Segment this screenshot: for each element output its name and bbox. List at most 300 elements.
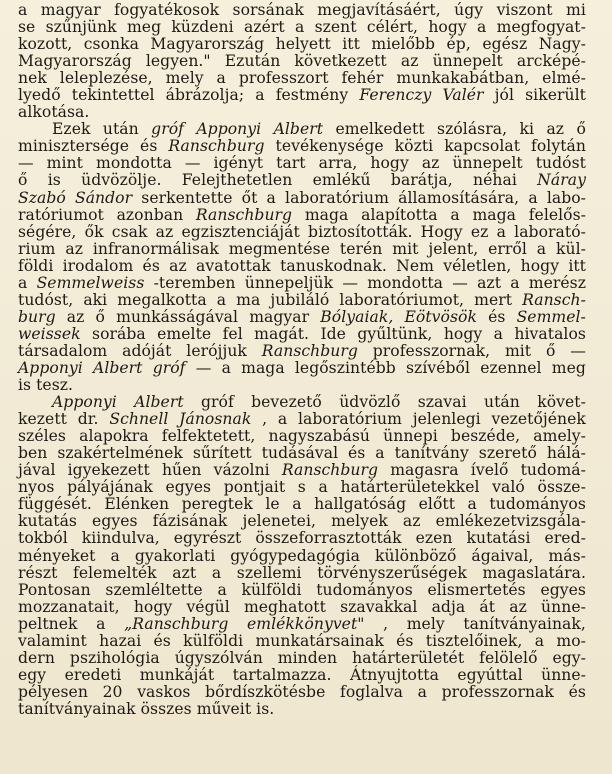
word: is.	[256, 699, 275, 718]
italic-word: Bólyaiak,	[320, 307, 394, 326]
word: összes	[140, 699, 192, 718]
word: a	[493, 324, 504, 343]
word: és	[153, 631, 171, 650]
word: felemelték	[73, 563, 157, 582]
word: serkentette	[141, 188, 233, 207]
word: mozzanatait,	[18, 597, 120, 616]
word: az	[421, 154, 440, 173]
word: amely-	[533, 427, 586, 446]
word: összeforrasztották	[255, 529, 402, 548]
word: államosítására,	[398, 188, 520, 207]
word: erről	[488, 239, 527, 258]
word: helyett	[275, 35, 331, 54]
word: emlékű	[312, 171, 371, 190]
word: különböző	[375, 546, 457, 565]
word: ez	[470, 222, 489, 241]
word: és	[488, 307, 506, 326]
word: terén	[339, 239, 383, 258]
word: a	[467, 495, 477, 514]
word: következett	[294, 52, 387, 71]
word: az	[400, 52, 419, 71]
text-line	[18, 428, 586, 445]
word: külföldi	[241, 580, 302, 599]
text-line	[18, 241, 586, 258]
text-line	[18, 343, 586, 360]
text-line	[18, 411, 586, 428]
word: és	[140, 137, 158, 156]
italic-word: gróf	[152, 358, 186, 377]
text-line	[18, 360, 586, 377]
text-line	[18, 190, 586, 207]
text-line	[18, 326, 586, 343]
word: ünne-	[541, 665, 586, 684]
word: magát.	[254, 324, 310, 343]
text-line	[18, 684, 586, 701]
text-line	[18, 496, 586, 513]
italic-word: Apponyi	[52, 393, 117, 412]
word: leleplezése,	[59, 69, 153, 88]
text-line	[18, 513, 586, 530]
word: is	[47, 171, 61, 190]
word: ményeket	[18, 546, 96, 565]
word: laboratórium	[298, 410, 402, 429]
word: felölelő	[479, 648, 538, 667]
italic-word: Albert	[93, 358, 143, 377]
word: más-	[548, 546, 586, 565]
word: a	[417, 682, 427, 701]
word: tudományos	[489, 495, 586, 514]
word: az	[65, 239, 83, 258]
word: laboratórium	[285, 188, 389, 207]
word: igényt	[213, 154, 264, 173]
word: szellemi	[236, 563, 302, 582]
word: ki	[519, 120, 535, 139]
word: itt	[568, 256, 586, 275]
word: Magyarország	[150, 35, 265, 54]
word: tudásával	[261, 444, 339, 463]
word: barátja,	[390, 171, 453, 190]
word: peregtek	[181, 495, 253, 514]
word: mondotta	[367, 273, 444, 292]
word: mo-	[556, 631, 586, 650]
word: a	[217, 580, 227, 599]
word: Ezután	[224, 52, 281, 71]
text-line	[18, 309, 586, 326]
text-line	[18, 565, 586, 582]
word: után	[102, 120, 139, 139]
word: aki	[83, 290, 108, 309]
word: magyar	[249, 307, 310, 326]
word: sorsának	[232, 1, 304, 19]
word: sorába	[92, 324, 146, 343]
word: törvényszerűségek	[317, 563, 467, 582]
word: Ide	[320, 324, 346, 343]
italic-word: Jánosnak	[179, 410, 252, 429]
word: és	[568, 682, 586, 701]
word: ben	[18, 444, 48, 463]
word: tart	[276, 154, 306, 173]
word: minden	[277, 648, 338, 667]
italic-word: Eötvösök	[404, 307, 477, 326]
word: szent	[314, 18, 357, 37]
word: kiindulva,	[81, 529, 160, 548]
word: professzort	[238, 69, 329, 88]
text-line	[18, 462, 586, 479]
word: nek	[18, 69, 47, 88]
word: a	[216, 69, 226, 88]
word: szívéből	[406, 358, 471, 377]
word: határterületét	[352, 648, 465, 667]
word: a	[110, 546, 120, 565]
word: fogyatékosok	[114, 1, 220, 19]
word: ünnepi	[383, 427, 438, 446]
word: infranormálisak	[92, 239, 219, 258]
word: szemléltette	[105, 580, 203, 599]
text-line	[18, 172, 586, 189]
word: kapcsolat	[444, 137, 521, 156]
word: megfogyat-	[496, 18, 586, 37]
word: biztosították.	[308, 222, 413, 241]
word: jelenlegi	[412, 410, 481, 429]
word: magyar	[40, 1, 101, 19]
word: a	[375, 444, 385, 463]
word: tevékenysége	[275, 137, 384, 156]
word: határterületekkel	[340, 478, 480, 497]
italic-word: Ranschburg	[195, 205, 293, 224]
word: foglalva	[340, 682, 403, 701]
word: —	[570, 341, 586, 360]
word: őt	[241, 188, 258, 207]
word: laboratóriumot,	[339, 290, 465, 309]
word: pélyesen	[18, 682, 88, 701]
italic-word: Ranschburg	[261, 341, 358, 360]
word: adóját	[122, 341, 172, 360]
word: az	[546, 120, 565, 139]
word: tanítvány	[394, 444, 469, 463]
word: tanítványainak,	[463, 614, 586, 633]
word: azt	[477, 273, 502, 292]
italic-word: Náray	[537, 171, 586, 190]
word: kozott,	[18, 35, 73, 54]
word: a	[255, 86, 265, 105]
word: tanuskodnak.	[280, 256, 387, 275]
word: le	[265, 495, 280, 514]
word: tudományos	[316, 580, 413, 599]
italic-word: Semmelweiss	[36, 273, 145, 292]
word: kutatási	[466, 529, 531, 548]
word: felfektetett,	[161, 427, 256, 446]
word: Hogy	[420, 222, 463, 241]
word: alapokra	[79, 427, 149, 446]
word: mely	[406, 614, 445, 633]
word: magaslatára.	[482, 563, 586, 582]
text-line	[18, 530, 586, 547]
word: kutatás	[18, 512, 77, 531]
word: egyrészt	[173, 529, 242, 548]
word: Élénken	[104, 495, 170, 514]
word: lyedő	[18, 86, 61, 105]
word: ünne-	[541, 597, 586, 616]
word: mielőbb	[371, 35, 436, 54]
text-line	[18, 70, 586, 87]
word: emlékezetvizsgála-	[435, 512, 586, 531]
text-line	[18, 53, 586, 70]
word: arra,	[318, 154, 358, 173]
word: alapította	[361, 205, 438, 224]
word: —	[18, 154, 34, 173]
word: —	[452, 273, 468, 292]
word: az	[169, 256, 187, 275]
word: fázisának	[152, 512, 228, 531]
word: bőrdíszkötésbe	[205, 682, 326, 701]
word: a	[534, 631, 545, 650]
word: elmé-	[542, 69, 586, 88]
word: pontjait	[223, 478, 286, 497]
word: tudóst	[535, 154, 586, 173]
italic-word: gróf	[151, 120, 184, 139]
word: tesz.	[36, 376, 74, 395]
word: maga	[304, 205, 349, 224]
word: egyes	[165, 478, 212, 497]
word: ,	[383, 614, 389, 633]
text-line	[18, 207, 586, 224]
word: tekintettel	[71, 86, 155, 105]
word: ünnepeljük	[244, 273, 334, 292]
word: hogy	[428, 18, 467, 37]
word: a	[221, 358, 231, 377]
word: merész	[528, 273, 586, 292]
word: sűrített	[192, 444, 252, 463]
word: folytán	[531, 137, 586, 156]
word: való	[492, 478, 525, 497]
word: szakértelmének	[57, 444, 183, 463]
word: végül	[186, 597, 230, 616]
word: laborató-	[514, 222, 586, 241]
word: ő	[95, 307, 105, 326]
word: labo-	[546, 188, 586, 207]
text-line	[18, 2, 586, 19]
italic-word: Semmel-	[516, 307, 586, 326]
word: ünnepelt	[432, 52, 503, 71]
word: melyek	[331, 512, 388, 531]
word: pályájának	[67, 478, 153, 497]
word: hivatalos	[514, 324, 586, 343]
text-line	[18, 275, 586, 292]
text-line	[18, 599, 586, 616]
word: —	[195, 358, 212, 377]
word: adja	[431, 597, 466, 616]
italic-word: weissek	[18, 324, 81, 343]
word: szűnjünk	[45, 18, 117, 37]
word: egyes	[540, 580, 586, 599]
word: a	[528, 188, 538, 207]
word: ágaival,	[471, 546, 534, 565]
word: ,	[262, 410, 268, 429]
italic-word: emlékkönyvet"	[247, 614, 365, 633]
italic-word: Szabó	[18, 188, 66, 207]
word: a	[211, 563, 222, 582]
italic-word: Albert	[134, 393, 184, 412]
word: előtt	[418, 495, 456, 514]
word: kezett	[18, 410, 67, 429]
word: se	[18, 18, 36, 37]
word: emelkedett	[335, 120, 425, 139]
word: tanítványainak	[18, 699, 136, 718]
word: közti	[394, 137, 434, 156]
word: igyekezett	[67, 461, 150, 480]
word: a	[18, 273, 28, 292]
word: ezennel	[480, 358, 542, 377]
word: Nagy-	[538, 35, 586, 54]
word: tokból	[18, 529, 68, 548]
word: ábrázolja;	[165, 86, 245, 105]
word: festmény	[275, 86, 349, 105]
word: emelte	[157, 324, 212, 343]
word: valamint	[18, 631, 87, 650]
word: elismertetés	[427, 580, 526, 599]
word: legőszintébb	[294, 358, 396, 377]
word: célért,	[366, 18, 419, 37]
italic-word: Schnell	[109, 410, 169, 429]
word: azért	[243, 18, 285, 37]
text-line	[18, 138, 586, 155]
word: megjavításáért,	[317, 1, 441, 19]
word: nyos	[18, 478, 55, 497]
word: az	[402, 512, 421, 531]
word: hazai	[99, 631, 142, 650]
word: -teremben	[153, 273, 236, 292]
word: a	[18, 1, 28, 19]
word: kül-	[555, 239, 586, 258]
word: külföldi	[183, 631, 244, 650]
word: munkakabátban,	[396, 69, 530, 88]
word: ségére,	[18, 222, 77, 241]
word: gyógypedagógia	[230, 546, 361, 565]
text-line	[18, 292, 586, 309]
text-line	[18, 224, 586, 241]
word: mit	[504, 341, 532, 360]
word: beszéde,	[450, 427, 521, 446]
word: maga	[241, 358, 285, 377]
word: Magyarország	[18, 52, 132, 71]
italic-word: Valér	[442, 86, 484, 105]
word: a	[536, 239, 547, 258]
word: szólásra,	[437, 120, 508, 139]
word: úgy	[454, 1, 484, 19]
text-line	[18, 616, 586, 633]
word: irodalom	[62, 256, 134, 275]
word: át	[479, 597, 496, 616]
word: mint	[46, 154, 83, 173]
word: rium	[18, 239, 56, 258]
word: jelent,	[428, 239, 479, 258]
word: a	[294, 18, 305, 37]
word: függését.	[18, 495, 92, 514]
word: csak	[111, 222, 148, 241]
word: professzornak	[441, 682, 554, 701]
word: és	[142, 256, 160, 275]
word: gyűltünk,	[357, 324, 433, 343]
word: vezetőjének	[491, 410, 586, 429]
word: Felejthetetlen	[181, 171, 293, 190]
word: ünnepelt	[452, 154, 523, 173]
word: a	[450, 205, 460, 224]
word: és	[396, 631, 414, 650]
word: bevezető	[251, 393, 322, 412]
text-line	[18, 121, 586, 138]
text-line	[18, 701, 586, 718]
word: véletlen,	[443, 256, 512, 275]
word: hogy	[370, 154, 409, 173]
word: a	[277, 410, 288, 429]
word: hálá-	[546, 444, 586, 463]
word: mely	[165, 69, 204, 88]
word: a	[266, 188, 276, 207]
word: ők	[84, 222, 104, 241]
word: mi	[566, 1, 586, 19]
word: hűen	[161, 461, 202, 480]
word: Nem	[396, 256, 434, 275]
text-line	[18, 548, 586, 565]
word: a	[216, 290, 227, 309]
word: arcképé-	[516, 52, 586, 71]
word: a	[510, 273, 520, 292]
word: jelenetei,	[242, 512, 316, 531]
word: alkotása.	[18, 103, 90, 122]
word: meghatott	[243, 597, 326, 616]
word: 20	[102, 682, 123, 701]
word: dr.	[77, 410, 99, 429]
word: —	[342, 273, 358, 292]
text-line	[18, 377, 586, 394]
text-line	[18, 445, 586, 462]
word: ered-	[544, 529, 586, 548]
word: csonka	[83, 35, 139, 54]
word: ratóriumot	[18, 205, 104, 224]
text-line	[18, 19, 586, 36]
italic-word: Ranschburg	[281, 461, 379, 480]
word: hogy	[443, 324, 483, 343]
word: a	[496, 222, 506, 241]
word: azt	[172, 563, 197, 582]
word: munkásságával	[116, 307, 239, 326]
word: szavai	[417, 393, 467, 412]
word: egy-	[552, 648, 586, 667]
italic-word: burg	[18, 307, 56, 326]
word: hogy	[520, 256, 560, 275]
word: ő	[576, 120, 586, 139]
word: mert	[474, 290, 513, 309]
word: minisztersége	[18, 137, 130, 156]
italic-word: Sándor	[74, 188, 133, 207]
word: Átnyujtotta	[349, 665, 439, 684]
word: —	[184, 154, 201, 173]
word: az	[66, 307, 85, 326]
word: műveit	[196, 699, 252, 718]
word: követ-	[537, 393, 586, 412]
word: nagyszabású	[268, 427, 371, 446]
text-line	[18, 258, 586, 275]
word: vázolni	[213, 461, 270, 480]
word: viszont	[496, 1, 553, 19]
word: a	[318, 478, 328, 497]
word: gyakorlati	[134, 546, 216, 565]
text-line	[18, 155, 586, 172]
text-line	[18, 479, 586, 496]
article-body	[18, 2, 586, 718]
word: tudomá-	[520, 461, 586, 480]
text-line	[18, 104, 586, 121]
